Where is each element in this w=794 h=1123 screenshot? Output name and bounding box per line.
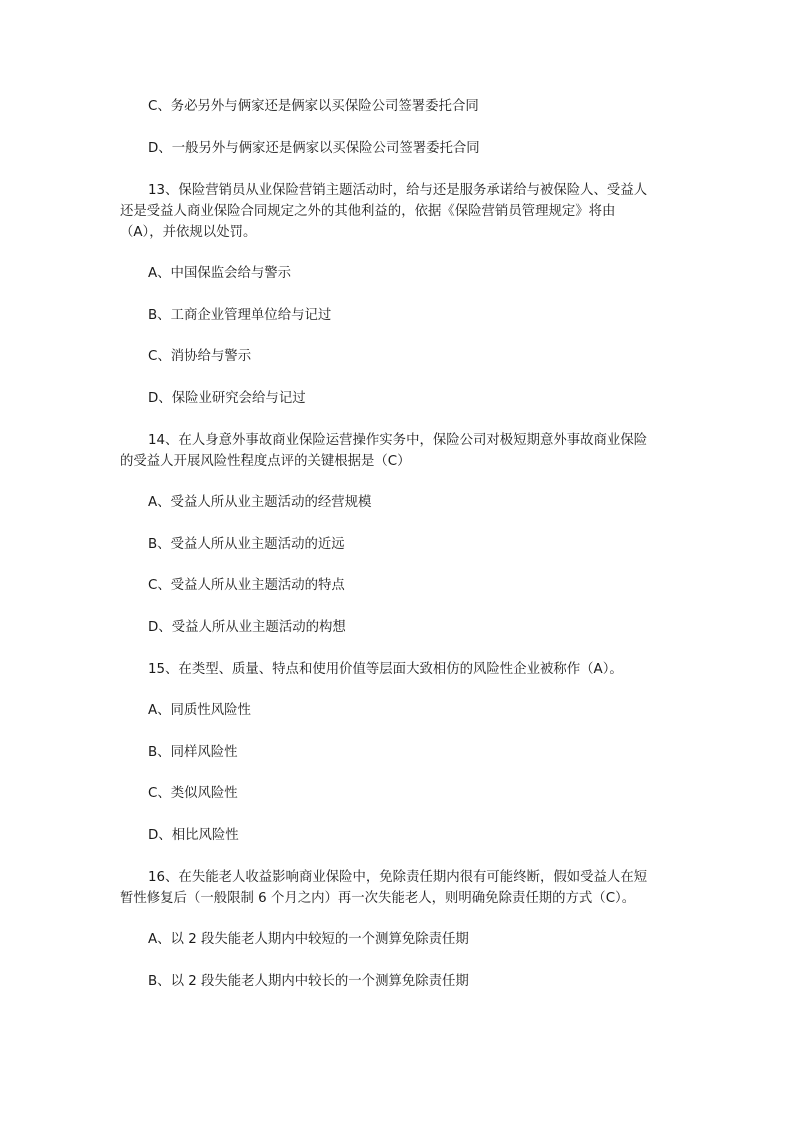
- question-16-line-2: 暂性修复后（一般限制 6 个月之内）再一次失能老人，则明确免除责任期的方式（C）。: [120, 891, 636, 906]
- question-14-line-2: 的受益人开展风险性程度点评的关键根据是（C）: [120, 454, 411, 469]
- option-a: A、以 2 段失能老人期内中较短的一个测算免除责任期: [148, 932, 469, 947]
- question-14-line-1: 14、在人身意外事故商业保险运营操作实务中，保险公司对极短期意外事故商业保险: [148, 433, 648, 448]
- question-13-line-3: （A），并依规以处罚。: [120, 225, 257, 240]
- option-c: C、类似风险性: [148, 786, 238, 801]
- option-a: A、同质性风险性: [148, 703, 251, 718]
- question-16-line-1: 16、在失能老人收益影响商业保险中，免除责任期内很有可能终断，假如受益人在短: [148, 870, 648, 885]
- option-b: B、以 2 段失能老人期内中较长的一个测算免除责任期: [148, 974, 469, 989]
- option-b: B、同样风险性: [148, 745, 238, 760]
- option-d: D、保险业研究会给与记过: [148, 391, 306, 406]
- option-d: D、相比风险性: [148, 828, 239, 843]
- option-a: A、受益人所从业主题活动的经营规模: [148, 495, 372, 510]
- option-c: C、消协给与警示: [148, 349, 252, 364]
- option-a: A、中国保监会给与警示: [148, 266, 292, 281]
- question-13-line-2: 还是受益人商业保险合同规定之外的其他利益的，依据《保险营销员管理规定》将由: [120, 204, 616, 219]
- question-15-line-1: 15、在类型、质量、特点和使用价值等层面大致相仿的风险性企业被称作（A）。: [148, 662, 623, 677]
- option-c: C、受益人所从业主题活动的特点: [148, 578, 345, 593]
- option-b: B、受益人所从业主题活动的近远: [148, 537, 345, 552]
- option-d: D、一般另外与俩家还是俩家以买保险公司签署委托合同: [148, 141, 480, 156]
- option-d: D、受益人所从业主题活动的构想: [148, 620, 346, 635]
- question-13-line-1: 13、保险营销员从业保险营销主题活动时，给与还是服务承诺给与被保险人、受益人: [148, 183, 648, 198]
- option-b: B、工商企业管理单位给与记过: [148, 308, 332, 323]
- option-c: C、务必另外与俩家还是俩家以买保险公司签署委托合同: [148, 99, 479, 114]
